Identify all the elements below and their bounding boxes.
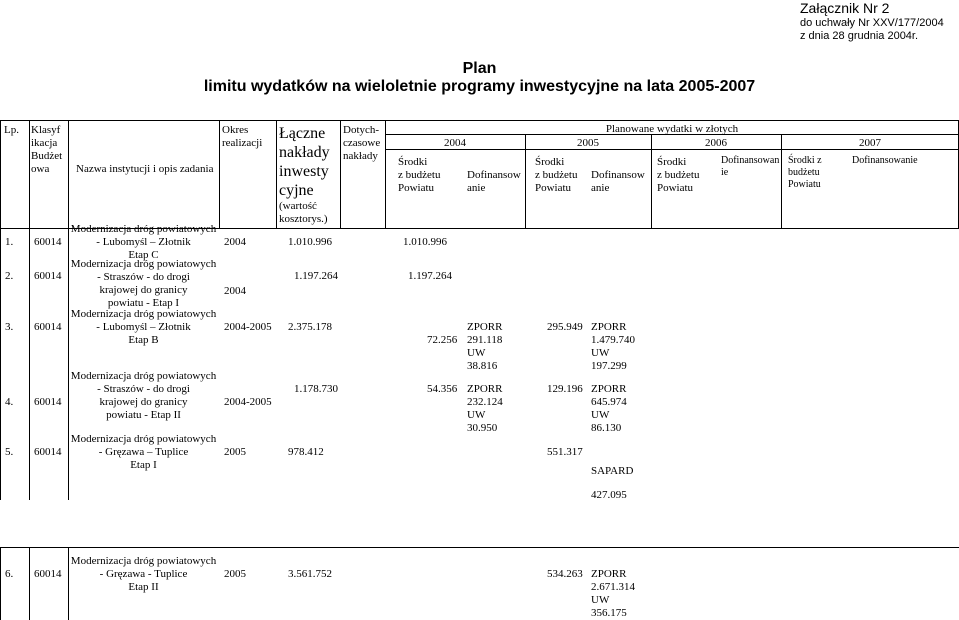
header-dotychczasowe: Dotych- czasowe nakłady [343,124,381,162]
row5-dofin-2005-value: 427.095 [591,489,627,501]
row4-okres: 2004-2005 [224,396,272,408]
row2-okres: 2004 [224,285,246,297]
row6-okres: 2005 [224,568,246,580]
header-year-2006: 2006 [705,137,727,149]
row2-klas: 60014 [34,270,62,282]
row3-klas: 60014 [34,321,62,333]
row3-laczne: 2.375.178 [288,321,332,333]
row5-klas: 60014 [34,446,62,458]
attachment-date: z dnia 28 grudnia 2004r. [800,30,919,42]
row6-dofin-2005: ZPORR 2.671.314 UW 356.175 [591,568,635,619]
header-laczne-naklady: Łączne nakłady inwesty cyjne (wartość kosztorys.) [279,125,330,225]
row4-lp: 4. [5,396,14,408]
plan-subtitle: limitu wydatków na wieloletnie programy inwestycyjne na lata 2005-2007 [203,78,756,95]
header-srodki-2007: Środki z budżetu Powiatu [788,155,822,190]
plan-title: Plan [462,60,497,77]
header-klasyfikacja: Klasyf ikacja Budżet owa [31,124,63,175]
header-year-2007: 2007 [859,137,881,149]
row4-laczne: 1.178.730 [294,383,338,395]
row5-laczne: 978.412 [288,446,324,458]
row1-klas: 60014 [34,236,62,248]
row1-dotych: 1.010.996 [403,236,447,248]
row3-srodki-2004: 72.256 [427,334,458,346]
row4-klas: 60014 [34,396,62,408]
header-srodki-2006: Środki z budżetu Powiatu [657,156,700,194]
header-year-2004: 2004 [444,137,466,149]
row1-laczne: 1.010.996 [288,236,332,248]
row1-lp: 1. [5,236,14,248]
row3-srodki-2005: 295.949 [547,321,583,333]
header-dofin-2005: Dofinansow anie [591,169,645,194]
attachment-title: Załącznik Nr 2 [800,0,890,16]
header-okres: Okres realizacji [222,124,263,149]
header-dofin-2006: Dofinansowan ie [721,155,780,178]
row4-dofin-2004: ZPORR 232.124 UW 30.950 [467,383,503,434]
header-dofin-2007: Dofinansowanie [852,155,918,166]
header-srodki-2004: Środki z budżetu Powiatu [398,156,441,194]
row1-okres: 2004 [224,236,246,248]
row6-klas: 60014 [34,568,62,580]
row1-name: Modernizacja dróg powiatowych - Lubomyśl – Złotnik Etap C [70,223,217,261]
header-lp: Lp. [4,124,19,136]
row3-dofin-2004: ZPORR 291.118 UW 38.816 [467,321,503,372]
row2-dotych: 1.197.264 [408,270,452,282]
row2-name: Modernizacja dróg powiatowych - Straszów - do drogi krajowej do granicy powiatu - Etap I [70,258,217,309]
row2-lp: 2. [5,270,14,282]
row5-name: Modernizacja dróg powiatowych - Gręzawa – Tuplice Etap I [70,433,217,471]
row4-srodki-2004: 54.356 [427,383,458,395]
header-year-2005: 2005 [577,137,599,149]
header-dofin-2004: Dofinansow anie [467,169,521,194]
attachment-resolution: do uchwały Nr XXV/177/2004 [800,17,944,29]
header-planowane: Planowane wydatki w złotych [605,123,739,135]
row6-laczne: 3.561.752 [288,568,332,580]
row5-lp: 5. [5,446,14,458]
row4-name: Modernizacja dróg powiatowych - Straszów - do drogi krajowej do granicy powiatu - Etap II [70,370,217,421]
row4-srodki-2005: 129.196 [547,383,583,395]
row6-lp: 6. [5,568,14,580]
row6-srodki-2005: 534.263 [547,568,583,580]
row3-dofin-2005: ZPORR 1.479.740 UW 197.299 [591,321,635,372]
row5-dofin-2005-label: SAPARD [591,465,634,477]
row3-name: Modernizacja dróg powiatowych - Lubomyśl – Złotnik Etap B [70,308,217,346]
row3-okres: 2004-2005 [224,321,272,333]
row3-lp: 3. [5,321,14,333]
row5-srodki-2005: 551.317 [547,446,583,458]
header-name: Nazwa instytucji i opis zadania [76,163,214,175]
header-srodki-2005: Środki z budżetu Powiatu [535,156,578,194]
row5-okres: 2005 [224,446,246,458]
row2-laczne: 1.197.264 [294,270,338,282]
row6-name: Modernizacja dróg powiatowych - Gręzawa - Tuplice Etap II [70,555,217,593]
row4-dofin-2005: ZPORR 645.974 UW 86.130 [591,383,627,434]
